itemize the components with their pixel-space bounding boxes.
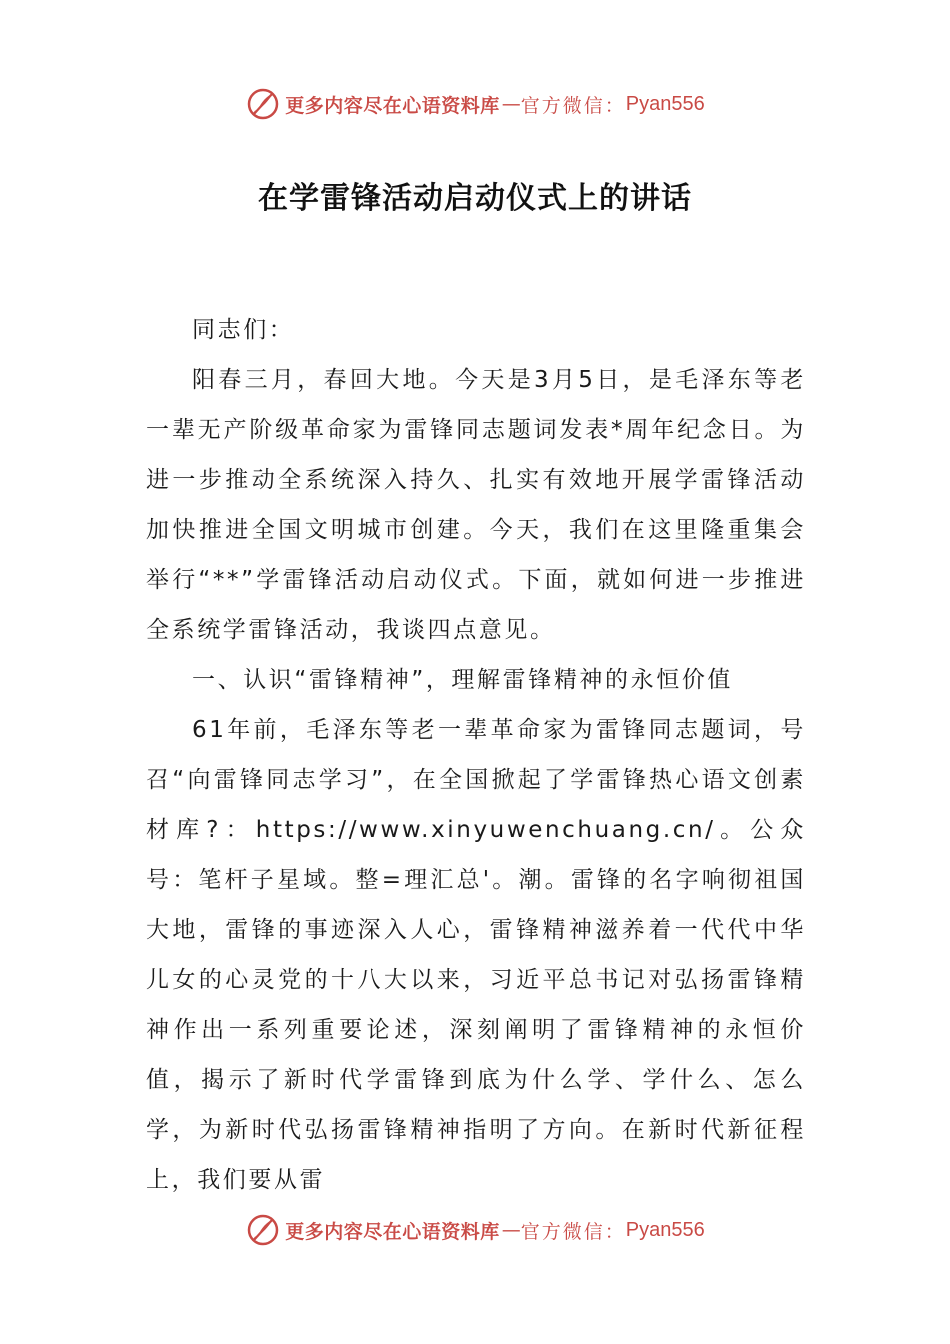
header-watermark xyxy=(0,82,950,126)
quill-logo-icon xyxy=(245,86,281,122)
watermark-site-text: 更多内容尽在心语资料库 xyxy=(285,94,500,117)
quill-logo-icon xyxy=(245,1212,281,1248)
watermark-wechat-id: Pyan556 xyxy=(625,92,705,115)
watermark-dash: — xyxy=(501,93,519,115)
watermark-site-text: 更多内容尽在心语资料库 xyxy=(285,1220,500,1243)
salutation: 同志们： xyxy=(192,317,295,343)
section-heading: 一、认识“雷锋精神”，理解雷锋精神的永恒价值 xyxy=(192,667,734,693)
document-body xyxy=(146,305,806,1205)
footer-watermark xyxy=(0,1208,950,1252)
watermark-wechat-id: Pyan556 xyxy=(625,1218,705,1241)
watermark-wechat-label: 官方微信： xyxy=(520,1220,626,1243)
paragraph-intro: 阳春三月，春回大地。今天是3月5日，是毛泽东等老一辈无产阶级革命家为雷锋同志题词发表*周年纪念日。为进一步推动全系统深入持久、扎实有效地开展学雷锋活动加快推进全国文明城市创建。今天，我们在这里隆重集会举行“**”学雷锋活动启动仪式。下面，就如何进一步推进全系统学雷锋活动，我谈四点意见。 xyxy=(146,367,806,643)
document-title: 在学雷锋活动启动仪式上的讲话 xyxy=(258,181,692,216)
watermark-dash: — xyxy=(501,1219,519,1241)
paragraph-body: 61年前，毛泽东等老一辈革命家为雷锋同志题词，号召“向雷锋同志学习”，在全国掀起了学雷锋热心语文创素材库?：https://www.xinyuwenchuang.cn/。公众号：笔杆子星域。整=理汇总'。潮。雷锋的名字响彻祖国大地，雷锋的事迹深入人心，雷锋精神滋养着一代代中华儿女的心灵党的十八大以来，习近平总书记对弘扬雷锋精神作出一系列重要论述，深刻阐明了雷锋精神的永恒价值，揭示了新时代学雷锋到底为什么学、学什么、怎么学，为新时代弘扬雷锋精神指明了方向。在新时代新征程上，我们要从雷 xyxy=(146,717,806,1193)
watermark-wechat-label: 官方微信： xyxy=(520,94,626,117)
